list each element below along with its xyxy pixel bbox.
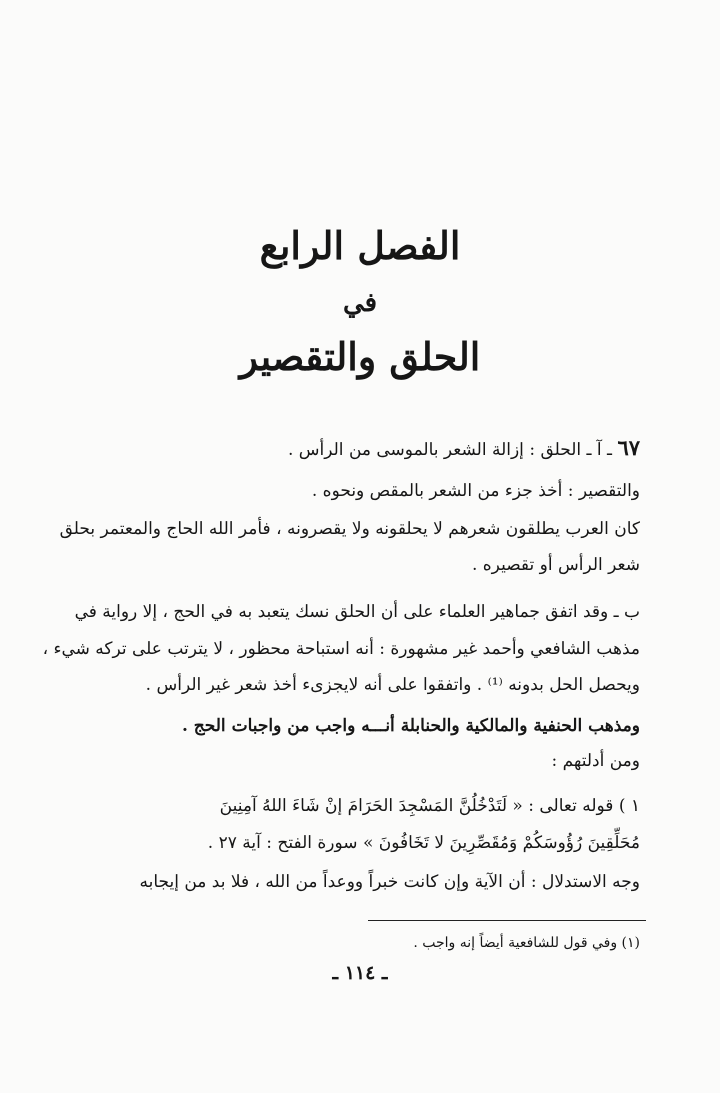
body-line-2: والتقصير : أخذ جزء من الشعر بالمقص ونحوه . (311, 481, 640, 501)
section-67-text: ـ آ ـ الحلق : إزالة الشعر بالموسى من الرأس . (287, 440, 613, 460)
chapter-in: في (342, 288, 378, 318)
body-line-10: ١ ) قوله تعالى : « لَتَدْخُلُنَّ المَسْجِدَ الحَرَامَ إنْ شَاءَ اللهُ آمِنِينَ (219, 796, 640, 816)
body-line-4: شعر الرأس أو تقصيره . (471, 555, 640, 575)
page-number: ـ ١١٤ ـ (332, 962, 388, 984)
footnote: (١) وفي قول للشافعية أيضاً إنه واجب . (413, 935, 640, 951)
body-line-12: وجه الاستدلال : أن الآية وإن كانت خبراً ووعداً من الله ، فلا بد من إيجابه (139, 872, 640, 892)
body-line-7: ويحصل الحل بدونه ⁽¹⁾ . واتفقوا على أنه لايجزىء أخذ شعر غير الرأس . (145, 675, 640, 695)
chapter-title: الفصل الرابع (259, 223, 461, 268)
body-line-6: مذهب الشافعي وأحمد غير مشهورة : أنه استباحة محظور ، لا يترتب على تركه شيء ، (42, 639, 640, 659)
body-line-8: ومذهب الحنفية والمالكية والحنابلة أنـــه واجب من واجبات الحج . (181, 716, 640, 736)
section-number: ٦٧ (617, 435, 640, 460)
chapter-subject: الحلق والتقصير (239, 334, 481, 379)
body-line-9: ومن أدلتهم : (551, 751, 640, 771)
section-67-line (288, 436, 640, 462)
body-line-5: ب ـ وقد اتفق جماهير العلماء على أن الحلق نسك يتعبد به في الحج ، إلا رواية في (74, 602, 640, 622)
body-line-3: كان العرب يطلقون شعرهم لا يحلقونه ولا يقصرونه ، فأمر الله الحاج والمعتمر بحلق (59, 519, 640, 539)
footnote-separator (368, 920, 646, 921)
body-line-11: مُحَلِّقِينَ رُؤُوسَكُمْ وَمُقَصِّرِينَ لا تَخَافُونَ » سورة الفتح : آية ٢٧ . (207, 833, 640, 853)
